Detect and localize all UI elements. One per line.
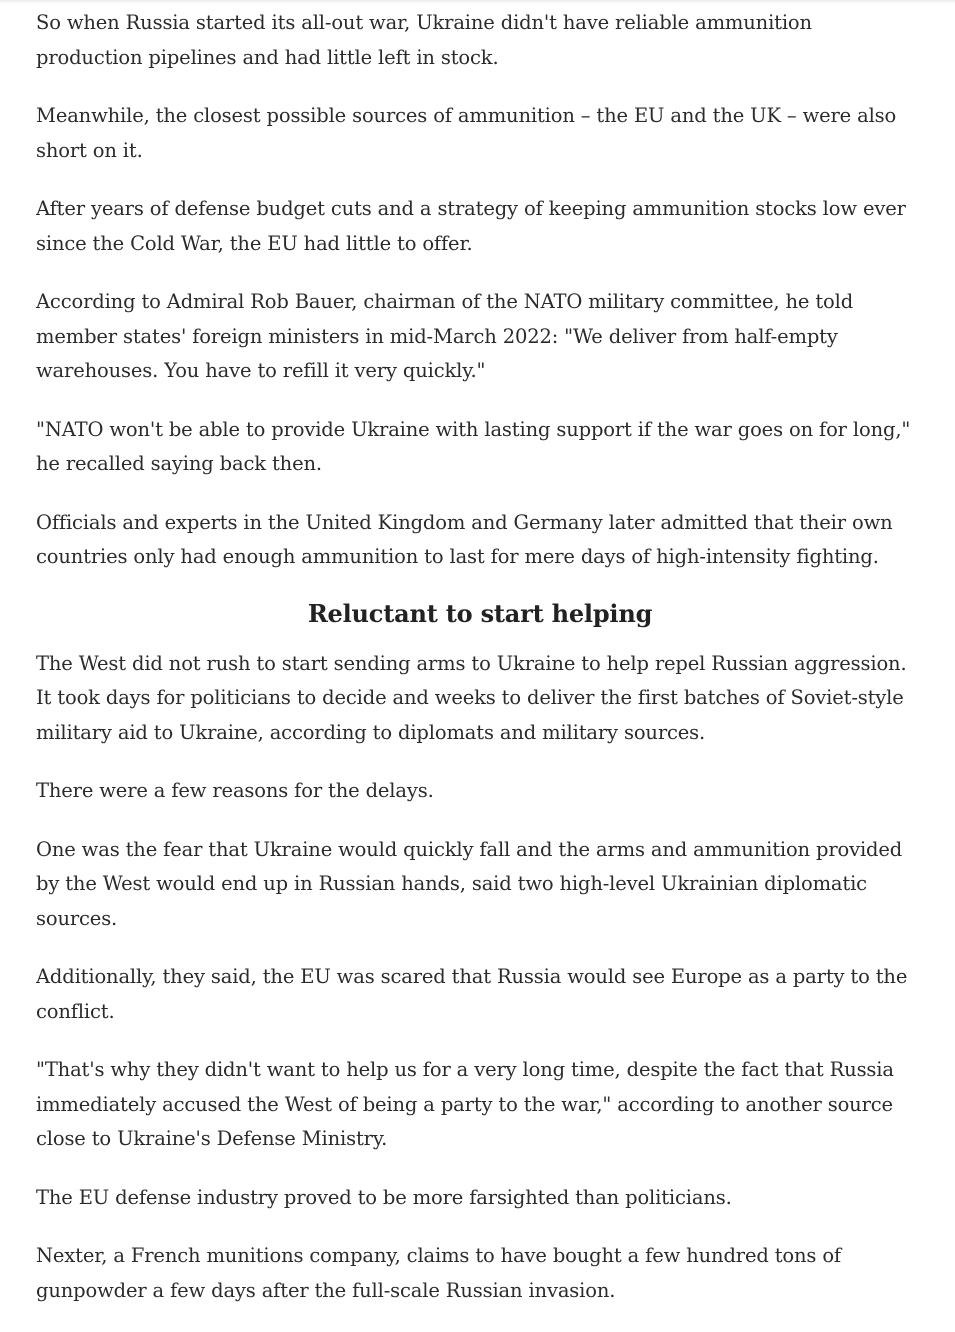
top-edge-shadow [0,0,955,4]
paragraph-party-to-conflict: Additionally, they said, the EU was scared that Russia would see Europe as a party to the conflict. [36,965,908,1023]
paragraph-nexter-gunpowder: Nexter, a French munitions company, claims to have bought a few hundred tons of gunpowder a few days after the full-scale Russian invasion. [36,1244,841,1302]
paragraph-west-did-not-rush: The West did not rush to start sending arms to Ukraine to help repel Russian aggression. It took days for politicians to decide and weeks to deliver the first batches of Soviet-style military aid to Ukraine, according to diplomats and military sources. [36,651,907,744]
paragraph-fear-of-fall: One was the fear that Ukraine would quickly fall and the arms and ammunition provided by the West would end up in Russian hands, said two high-level Ukrainian diplomatic sources. [36,837,903,930]
paragraph-eu-uk-short: Meanwhile, the closest possible sources of ammunition – the EU and the UK – were also short on it. [36,104,897,162]
paragraph-budget-cuts: After years of defense budget cuts and a strategy of keeping ammunition stocks low ever since the Cold War, the EU had little to offer. [36,197,906,255]
section-heading: Reluctant to start helping [307,598,653,628]
paragraph-defense-ministry-source: "That's why they didn't want to help us for a very long time, despite the fact that Russia immediately accused the West of being a party to the war," according to another source close to Ukraine's Defense Ministry. [36,1058,894,1150]
paragraph-reasons-for-delays: There were a few reasons for the delays. [36,779,434,802]
article-body [36,6,924,1332]
paragraph-uk-germany-stocks: Officials and experts in the United Kingdom and Germany later admitted that their own countries only had enough ammunition to last for mere days of high-intensity fighting. [36,510,893,568]
paragraph-ammunition-pipelines: So when Russia started its all-out war, Ukraine didn't have reliable ammunition production pipelines and had little left in stock. [36,11,812,69]
paragraph-defense-industry: The EU defense industry proved to be more farsighted than politicians. [36,1185,732,1209]
paragraph-rob-bauer-quote: According to Admiral Rob Bauer, chairman of the NATO military committee, he told member states' foreign ministers in mid-March 2022: "We deliver from half-empty warehouses. You have to refill it very quickly." [36,290,854,382]
paragraph-nato-support: "NATO won't be able to provide Ukraine with lasting support if the war goes on for long," he recalled saying back then. [36,417,911,475]
